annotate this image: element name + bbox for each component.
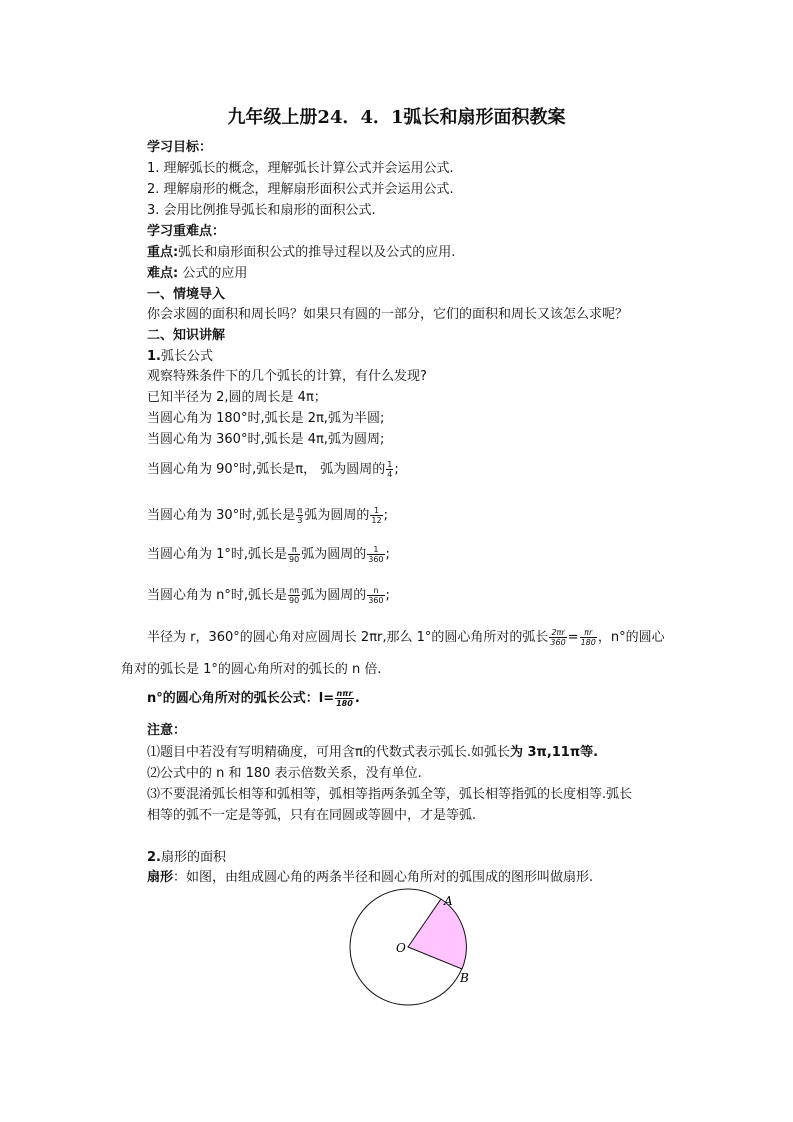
goal-item-3: 3. 会用比例推导弧长和扇形的面积公式. — [147, 203, 376, 218]
sector-def-label: 扇形 — [147, 870, 174, 885]
note-1: ⑴题目中若没有写明精确度，可用含π的代数式表示弧长.如弧长为 3π,11π等. — [147, 745, 599, 760]
derivation-line-1: 半径为 r，360°的圆心角对应圆周长 2πr,那么 1°的圆心角所对的弧长 $\frac{2\pi r}{360}$ = $\frac{\pi r}{180}$ ，n°的圆心 — [147, 628, 665, 647]
fraction-pi-3: $\frac{\pi}{3}$ — [297, 506, 303, 525]
sector-figure — [340, 885, 480, 1015]
label-a: A — [444, 894, 453, 908]
arc-length-formula: n°的圆心角所对的弧长公式：l= nπr 180 . — [147, 689, 360, 708]
key-point-line — [147, 244, 455, 262]
goal-item-2: 2. 理解扇形的概念，理解扇形面积公式并会运用公式. — [147, 182, 454, 197]
sector-shape — [408, 899, 466, 969]
sub1-title: 弧长公式 — [160, 349, 213, 364]
difficulty-label: 难点: — [147, 266, 179, 281]
observe-text: 观察特殊条件下的几个弧长的计算，有什么发现? — [147, 369, 427, 384]
fraction-pi-90: $\frac{\pi}{90}$ — [289, 545, 300, 564]
page-title: 九年级上册24．4．1弧长和扇形面积教案 — [227, 107, 566, 128]
section1-text: 你会求圆的面积和周长吗？如果只有圆的一部分，它们的面积和周长又该怎么求呢？ — [147, 307, 629, 322]
notes-heading: 注意： — [147, 723, 187, 738]
case-90-text: 当圆心角为 90°时,弧长是π， 弧为圆周的 — [147, 462, 386, 477]
sector-def-text: ：如图，由组成圆心角的两条半径和圆心角所对的弧围成的图形叫做扇形. — [173, 870, 594, 885]
fraction-npir-180: nπr 180 — [336, 689, 353, 708]
goal-item-1: 1. 理解弧长的概念，理解弧长计算公式并会运用公式. — [147, 161, 454, 176]
case-line-30: 当圆心角为 30°时,弧长是 $\frac{\pi}{3}$ 弧为圆周的 $\frac{1}{12}$ ; — [147, 506, 388, 525]
derivation-line-2: 角对的弧长是 1°的圆心角所对的弧长的 n 倍. — [121, 662, 382, 677]
fraction-1-12: $\frac{1}{12}$ — [371, 506, 382, 525]
fraction-pir-180: $\frac{\pi r}{180}$ — [580, 628, 596, 647]
section1-heading: 一、情境导入 — [147, 287, 226, 302]
section2-heading: 二、知识讲解 — [147, 328, 226, 343]
arc-length-subheading — [147, 348, 213, 366]
fraction-1-360: $\frac{1}{360}$ — [368, 545, 384, 564]
key-label: 重点: — [147, 245, 179, 260]
fraction-2pir-360: $\frac{2\pi r}{360}$ — [550, 628, 566, 647]
note-2: ⑵公式中的 n 和 180 表示倍数关系，没有单位. — [147, 766, 422, 781]
label-b: B — [460, 971, 469, 985]
label-o: O — [396, 941, 406, 955]
sector-subheading — [147, 849, 226, 867]
case-line-360: 当圆心角为 360°时,弧长是 4π,弧为圆周; — [147, 432, 385, 447]
case-line-1: 当圆心角为 1°时,弧长是 $\frac{\pi}{90}$ 弧为圆周的 $\frac{1}{360}$ ; — [147, 545, 390, 564]
difficulty-text: 公式的应用 — [178, 266, 248, 281]
case-line-n: 当圆心角为 n°时,弧长是 $\frac{n\pi}{90}$ 弧为圆周的 $\frac{n}{360}$ ; — [147, 586, 390, 605]
fraction-npi-90: $\frac{n\pi}{90}$ — [289, 586, 300, 605]
key-text: 弧长和扇形面积公式的推导过程以及公式的应用. — [178, 245, 456, 260]
sub2-number: 2. — [147, 850, 161, 865]
case-line-90: 当圆心角为 90°时,弧长是π， 弧为圆周的 $\frac{1}{4}$ ; — [147, 460, 399, 479]
sub2-title: 扇形的面积 — [160, 850, 226, 865]
note-3-line-1: ⑶不要混淆弧长相等和弧相等，弧相等指两条弧全等，弧长相等指弧的长度相等.弧长 — [147, 787, 633, 802]
goals-heading: 学习目标： — [147, 140, 213, 155]
fraction-n-360: $\frac{n}{360}$ — [368, 586, 384, 605]
case-line-180: 当圆心角为 180°时,弧长是 2π,弧为半圆; — [147, 411, 385, 426]
known-text: 已知半径为 2,圆的周长是 4π； — [147, 390, 327, 405]
fraction-1-4: $\frac{1}{4}$ — [387, 460, 393, 479]
difficulty-line — [147, 265, 247, 283]
keypoints-heading: 学习重难点： — [147, 224, 226, 239]
sub1-number: 1. — [147, 349, 161, 364]
note-3-line-2: 相等的弧不一定是等弧，只有在同圆或等圆中，才是等弧. — [147, 808, 477, 823]
